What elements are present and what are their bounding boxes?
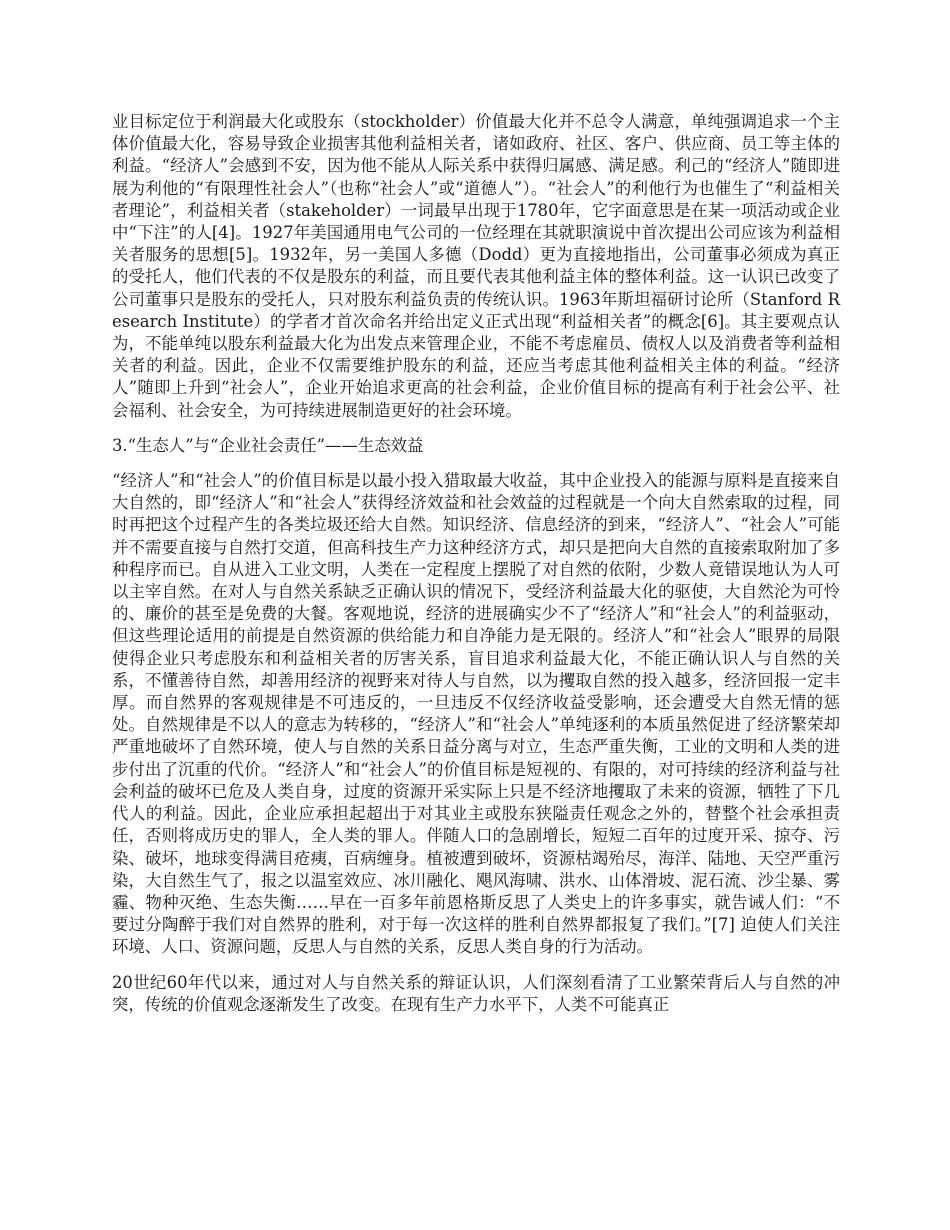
body-paragraph: 业目标定位于利润最大化或股东（stockholder）价值最大化并不总令人满意，单纯强调追求一个主体价值最大化，容易导致企业损害其他利益相关者，诸如政府、社区、客户、供应商、员工等主体的利益。“经济人”会感到不安，因为他不能从人际关系中获得归属感、满足感。利己的“经济人”随即进展为利他的“有限理性社会人”（也称“社会人”或“道德人”）。“社会人”的利他行为也催生了“利益相关者理论”，利益相关者（stakeholder）一词最早出现于1780年，它字面意思是在某一项活动或企业中“下注”的人[4]。1927年美国通用电气公司的一位经理在其就职演说中首次提出公司应该为利益相关者服务的思想[5]。1932年，另一美国人多德（Dodd）更为直接地指出，公司董事必须成为真正的受托人，他们代表的不仅是股东的利益，而且要代表其他利益主体的整体利益。这一认识已改变了公司董事只是股东的受托人，只对股东利益负责的传统认识。1963年斯坦福研讨论所（Stanford Research Institute）的学者才首次命名并给出定义正式出现“利益相关者”的概念[6]。其主要观点认为，不能单纯以股东利益最大化为出发点来管理企业，不能不考虑雇员、债权人以及消费者等利益相关者的利益。因此，企业不仅需要维护股东的利益，还应当考虑其他利益相关主体的利益。“经济人”随即上升到“社会人”，企业开始追求更高的社会利益，企业价值目标的提高有利于社会公平、社会福利、社会安全，为可持续进展制造更好的社会环境。 — [112, 112, 840, 420]
body-paragraph: “经济人”和“社会人”的价值目标是以最小投入猎取最大收益，其中企业投入的能源与原料是直接来自大自然的，即“经济人”和“社会人”获得经济效益和社会效益的过程就是一个向大自然索取的过程，同时再把这个过程产生的各类垃圾还给大自然。知识经济、信息经济的到来，“经济人”、“社会人”可能并不需要直接与自然打交道，但高科技生产力这种经济方式，却只是把向大自然的直接索取附加了多种程序而已。自从进入工业文明，人类在一定程度上摆脱了对自然的依附，少数人竟错误地认为人可以主宰自然。在对人与自然关系缺乏正确认识的情况下，受经济利益最大化的驱使，大自然沦为可怜的、廉价的甚至是免费的大餐。客观地说，经济的进展确实少不了“经济人”和“社会人”的利益驱动，但这些理论适用的前提是自然资源的供给能力和自净能力是无限的。经济人”和“社会人”眼界的局限使得企业只考虑股东和利益相关者的厉害关系，盲目追求利益最大化，不能正确认识人与自然的关系，不懂善待自然，却善用经济的视野来对待人与自然，以为攫取自然的投入越多，经济回报一定丰厚。而自然界的客观规律是不可违反的，一旦违反不仅经济收益受影响，还会遭受大自然无情的惩处。自然规律是不以人的意志为转移的，“经济人”和“社会人”单纯逐利的本质虽然促进了经济繁荣却严重地破坏了自然环境，使人与自然的关系日益分离与对立，生态严重失衡，工业的文明和人类的进步付出了沉重的代价。“经济人”和“社会人”的价值目标是短视的、有限的，对可持续的经济利益与社会利益的破坏已危及人类自身，过度的资源开采实际上只是不经济地攫取了未来的资源，牺牲了下几代人的利益。因此，企业应承担起超出于对其业主或股东狭隘责任观念之外的，替整个社会承担责任，否则将成历史的罪人，全人类的罪人。伴随人口的急剧增长，短短二百年的过度开采、掠夺、污染、破坏，地球变得满目疮痍，百病缠身。植被遭到破坏，资源枯竭殆尽，海洋、陆地、天空严重污染，大自然生气了，报之以温室效应、冰川融化、飓风海啸、洪水、山体滑坡、泥石流、沙尘暴、雾霾、物种灭绝、生态失衡……早在一百多年前恩格斯反思了人类史上的许多事实，就告诫人们：“不要过分陶醉于我们对自然界的胜利，对于每一次这样的胜利自然界都报复了我们。”[7] 迫使人们关注环境、人口、资源问题，反思人与自然的关系，反思人类自身的行为活动。 — [112, 471, 840, 957]
document-page — [112, 111, 840, 1016]
body-paragraph: 20世纪60年代以来，通过对人与自然关系的辩证认识，人们深刻看清了工业繁荣背后人与自然的冲突，传统的价值观念逐渐发生了改变。在现有生产力水平下，人类不可能真正 — [112, 972, 840, 1014]
section-heading: 3.“生态人”与“企业社会责任”——生态效益 — [112, 435, 424, 455]
